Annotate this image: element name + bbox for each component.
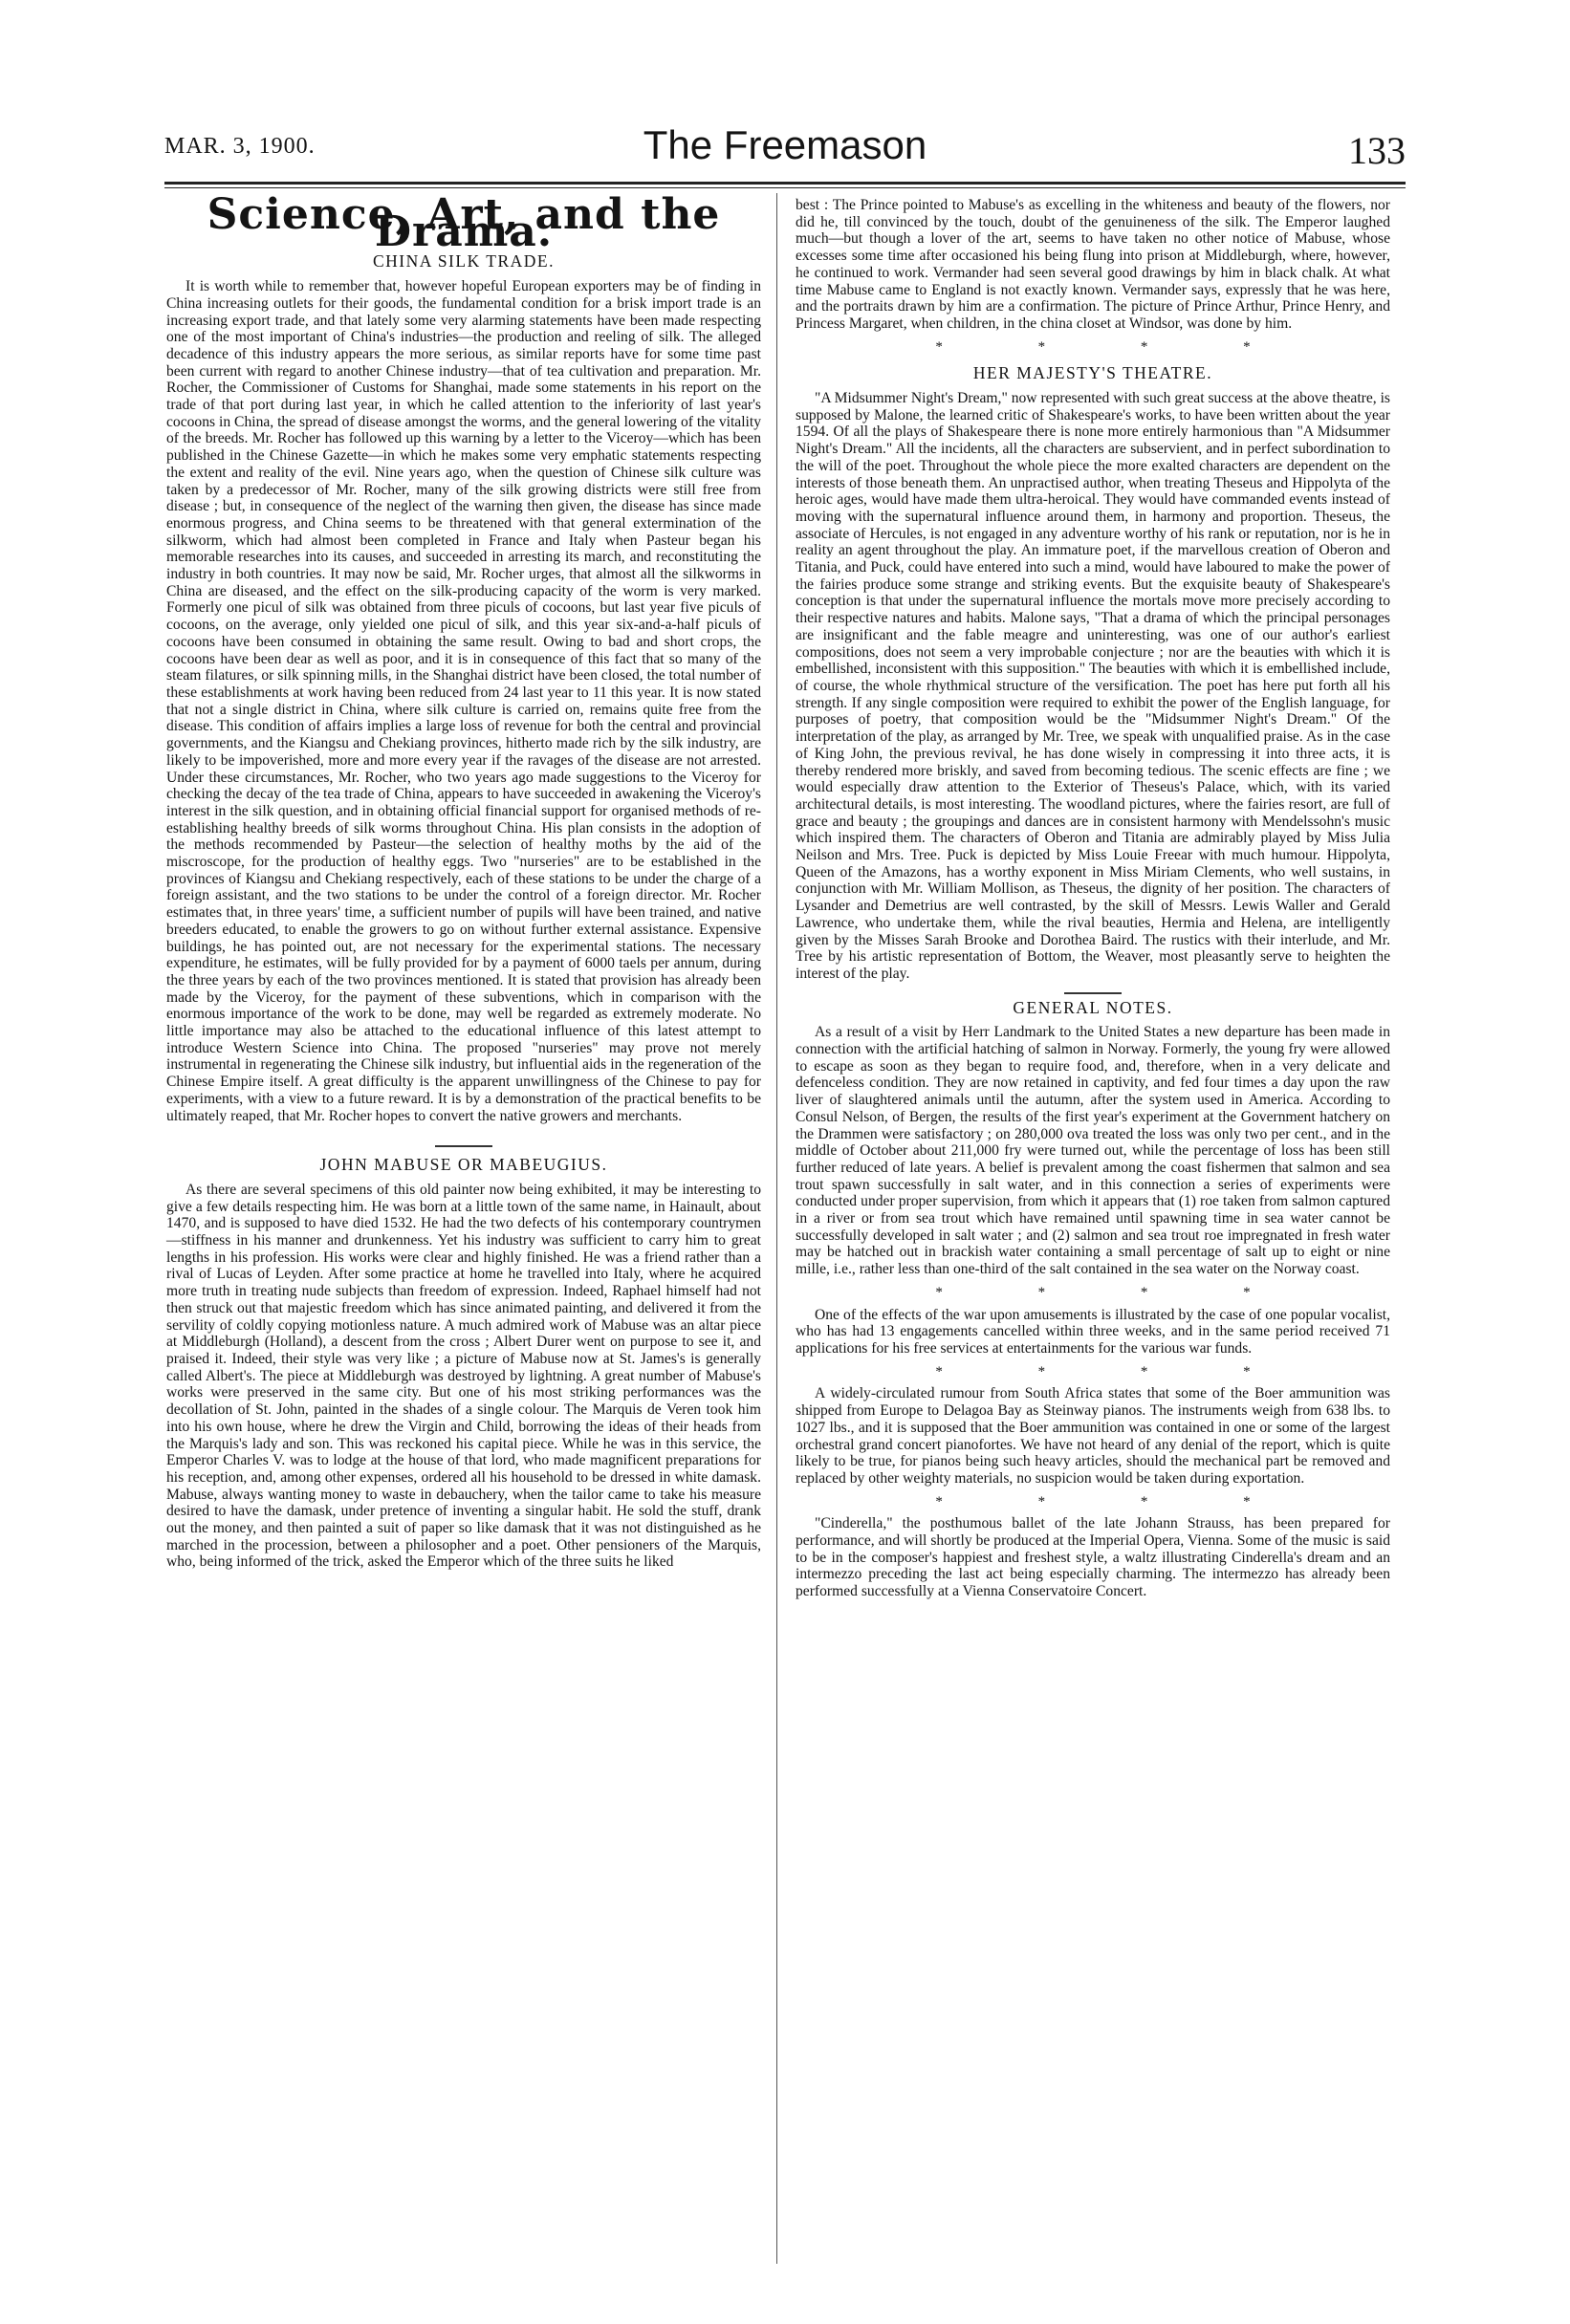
asterism: * * * * bbox=[935, 1493, 1297, 1510]
article-paragraph: As there are several specimens of this old painter now being exhibited, it may be interesting to give a few details respecting him. He was born at a little town of the same name, in Hainault, about 1470, and is supposed to have died 1532. He had the two defects of his contemporary countrymen—stiffness in his manner and drunkenness. Yet his industry was sufficient to carry him to great lengths in his profession. His works were clear and highly finished. He was a friend rather than a rival of Lucas of Leyden. After some practice at home he travelled into Italy, where he acquired more truth in treating nude subjects than freedom of expression. Indeed, Raphael himself had not then struck out that majestic freedom which has since animated painting, and delivered it from the servility of coldly copying motionless nature. A much admired work of Mabuse was an altar piece at Middleburgh (Holland), a descent from the cross ; Albert Durer went on purpose to see it, and praised it. Indeed, their style was very like ; a picture of Mabuse now at St. James's is generally called Albert's. The piece at Middleburgh was destroyed by lightning. A great number of Mabuse's works were preserved in the same city. But one of his most striking performances was the decollation of St. John, painted in the shades of a single colour. The Marquis de Veren took him into his own house, where he drew the Virgin and Child, borrowing the ideas of their heads from the Marquis's lady and son. This was reckoned his capital piece. While he was in this service, the Emperor Charles V. was to lodge at the house of that lord, who made magnificent preparations for his reception, and, among other expenses, ordered all his household to be dressed in white damask. Mabuse, always wanting money to waste in debauchery, when the tailor came to take his measure desired to have the damask, under pretence of inventing a singular habit. He sold the stuff, drank out the money, and then painted a suit of paper so like damask that it was not distinguished as he marched in the procession, between a philosopher and a poet. Other pensioners of the Marquis, who, being informed of the trick, asked the Emperor which of the three suits he liked bbox=[166, 1181, 761, 1571]
issue-date: MAR. 3, 1900. bbox=[164, 134, 316, 159]
header-rule bbox=[164, 182, 1406, 185]
article-divider bbox=[1064, 992, 1122, 994]
page-number: 133 bbox=[1348, 129, 1406, 172]
article-paragraph: "Cinderella," the posthumous ballet of the late Johann Strauss, has been prepared for performance, and will shortly be produced at the Imperial Opera, Vienna. Some of the music is said to be in the composer's happiest and freshest style, a waltz illustrating Cinderella's dream and an intermezzo preceding the last act being especially charming. The intermezzo has already been performed successfully at a Vienna Conservatoire Concert. bbox=[796, 1515, 1390, 1600]
article-paragraph: A widely-circulated rumour from South Africa states that some of the Boer ammunition was shipped from Europe to Delagoa Bay as Steinway pianos. The instruments weigh from 638 lbs. to 1027 lbs., and it is supposed that the Boer ammunition was contained in one or some of the largest orchestral grand concert pianofortes. We have not heard of any denial of the report, which is quite likely to be true, for pianos being such heavy articles, should the mechanical part be removed and replaced by other weighty materials, no suspicion would be taken during exportation. bbox=[796, 1385, 1390, 1487]
article-paragraph: As a result of a visit by Herr Landmark to the United States a new departure has been made in connection with the artificial hatching of salmon in Norway. Formerly, the young fry were allowed to escape as soon as they began to require food, and, therefore, when in a very delicate and defenceless condition. They are now retained in captivity, and fed four times a day upon the raw liver of slaughtered animals until the autumn, after the system used in America. According to Consul Nelson, of Bergen, the results of the first year's experiment at the Government hatchery on the Drammen were satisfactory ; on 280,000 ova treated the loss was only two per cent., and in the middle of October about 211,000 fry were turned out, while the percentage of loss has been still further reduced of late years. A belief is prevalent among the coast fishermen that salmon and sea trout spawn successfully in salt water, and in this connection a series of experiments were conducted under proper supervision, from which it appears that (1) roe taken from salmon captured in a river or from sea trout which have remained until spawning time in sea water cannot be successfully developed in salt water ; and (2) salmon and sea trout roe impregnated in fresh water may be hatched out in brackish water containing a small percentage of salt up to eight or nine mille, i.e., rather less than one-third of the salt contained in the sea water on the Norway coast. bbox=[796, 1024, 1390, 1278]
masthead bbox=[164, 122, 1406, 174]
asterism: * * * * bbox=[935, 1284, 1297, 1300]
asterism: * * * * bbox=[935, 338, 1297, 355]
right-column bbox=[796, 197, 1390, 1600]
publication-title: The Freemason bbox=[643, 122, 927, 167]
column-divider bbox=[776, 193, 777, 2264]
article-paragraph: One of the effects of the war upon amusements is illustrated by the case of one popular vocalist, who has had 13 engagements cancelled within three weeks, and in the same period received 71 applications for his free services at entertainments for the various war funds. bbox=[796, 1306, 1390, 1357]
article-heading-china-silk: CHINA SILK TRADE. bbox=[373, 251, 555, 271]
article-heading-general-notes: GENERAL NOTES. bbox=[1013, 997, 1173, 1017]
article-paragraph: It is worth while to remember that, however hopeful European exporters may be of finding in China increasing outlets for their goods, the fundamental condition for a brisk import trade is an increasing export trade, and that lately some very alarming statements have been made respecting one of the most important of China's industries—the production and reeling of silk. The alleged decadence of this industry appears the more serious, as similar reports have for some time past been current with regard to another Chinese industry—that of tea cultivation and preparation. Mr. Rocher, the Commissioner of Customs for Shanghai, made some statements in his report on the trade of that port during last year, in which he called attention to the inferiority of last year's cocoons in China, the spread of disease amongst the worms, and the general lowering of the vitality of the breeds. Mr. Rocher has followed up this warning by a letter to the Viceroy—which has been published in the Chinese Gazette—in which he makes some very emphatic statements respecting the extent and reality of the evil. Nine years ago, when the question of Chinese silk culture was taken by a predecessor of Mr. Rocher, many of the silk growing districts were still free from disease ; but, in consequence of the neglect of the warning then given, the disease has since made enormous progress, and China seems to be threatened with that general extermination of the silkworm, which had almost been completed in France and Italy when Pasteur began his memorable researches into its causes, and succeeded in arresting its march, and reconstituting the industry in both countries. It may now be said, Mr. Rocher urges, that almost all the silkworms in China are diseased, and the effect on the silk-producing capacity of the worm is very marked. Formerly one picul of silk was obtained from three piculs of cocoons, but last year five piculs of cocoons, on the average, only yielded one picul of silk, and this year six-and-a-half piculs of cocoons have been consumed in obtaining the same result. Owing to bad and short crops, the cocoons have been dear as well as poor, and it is in consequence of this fact that so many of the steam filatures, or silk spinning mills, in the Shanghai district have been closed, the total number of these establishments at work having been reduced from 24 last year to 11 this year. It is now stated that not a single district in China, where silk culture is carried on, remains quite free from the disease. This condition of affairs implies a large loss of revenue for both the central and provincial governments, and the Kiangsu and Chekiang provinces, hitherto made rich by the silk industry, are likely to be impoverished, more and more every year if the ravages of the disease are not arrested. Under these circumstances, Mr. Rocher, who two years ago made suggestions to the Viceroy for checking the decay of the tea trade of China, appears to have succeeded in awakening the Viceroy's interest in the silk question, and in obtaining official financial support for organised methods of re-establishing healthy breeds of silk worms throughout China. His plan consists in the adoption of the methods recommended by Pasteur—the selection of healthy moths by the aid of the miscroscope, for the production of healthy eggs. Two "nurseries" are to be established in the provinces of Kiangsu and Chekiang respectively, each of these stations to be under the charge of a foreign assistant, and the two stations to be under the control of a foreign director. Mr. Rocher estimates that, in three years' time, a sufficient number of pupils will have been trained, and native breeders educated, to enable the growers to go on without further external assistance. Expensive buildings, he has pointed out, are not necessary for the experimental stations. The necessary expenditure, he estimates, will be fully provided for by a payment of 6000 taels per annum, during the three years by each of the two provinces mentioned. It is stated that provision has already been made by the Viceroy, for the payment of these subventions, which in comparison with the enormous importance of the work to be done, may well be regarded as extremely moderate. No little importance may also be attached to the educational influence of this latest attempt to introduce Western Science into China. The proposed "nurseries" may prove not merely instrumental in regenerating the Chinese silk industry, but influential aids in the regeneration of the Chinese Empire itself. A great difficulty is the apparent unwillingness of the Chinese to pay for experiments, with a view to a future reward. It is by a demonstration of the practical benefits to be ultimately reaped, that Mr. Rocher hopes to convert the native growers and merchants. bbox=[166, 278, 761, 1124]
article-heading-theatre: HER MAJESTY'S THEATRE. bbox=[972, 363, 1213, 383]
left-column bbox=[166, 190, 761, 1571]
article-paragraph: "A Midsummer Night's Dream," now represented with such great success at the above theatre, is supposed by Malone, the learned critic of Shakespeare's works, to have been written about the year 1594. Of all the plays of Shakespeare there is none more entirely harmonious than "A Midsummer Night's Dream." All the incidents, all the characters are subservient, and in perfect subordination to the will of the poet. Throughout the whole piece the more exalted characters are dependent on the interests of those beneath them. An unpractised author, when treating Theseus and Hippolyta of the heroic ages, would have made them ultra-heroical. They would have commanded events instead of moving with the supernatural influence around them, in harmony and proportion. Theseus, the associate of Hercules, is not engaged in any adventure worthy of his rank or reputation, nor is he in reality an agent throughout the play. An immature poet, if the marvellous creation of Oberon and Titania, and Puck, could have entered into such a mind, would have laboured to make the power of the fairies produce some strange and striking events. But the exquisite beauty of Shakespeare's conception is that under the supernatural influence the mortals move more precisely according to their respective natures and habits. Malone says, "That a drama of which the principal personages are insignificant and the fable meagre and uninteresting, was one of our author's earliest compositions, does not seem a very improbable conjecture ; nor are the beauties with which it is embellished, inconsistent with this supposition." The beauties with which it is embellished include, of course, the whole rhythmical structure of the versification. The poet has here put forth all his strength. If any single composition were required to exhibit the power of the English language, for purposes of poetry, that composition would be the "Midsummer Night's Dream." Of the interpretation of the play, as arranged by Mr. Tree, we speak with unqualified praise. As in the case of King John, the previous revival, he has done wisely in compressing it into three acts, it is thereby rendered more briskly, and saved from becoming tedious. The scenic effects are fine ; we would especially draw attention to the Exterior of Theseus's Palace, which, with its varied architectural details, is most interesting. The woodland pictures, where the fairies resort, are full of grace and beauty ; the groupings and dances are in consistent harmony with Mendelssohn's music which inspired them. The characters of Oberon and Titania are admirably played by Miss Julia Neilson and Mrs. Tree. Puck is depicted by Miss Louie Freear with much humour. Hippolyta, Queen of the Amazons, has a worthy exponent in Miss Miriam Clements, who well sustains, in conjunction with Mr. William Mollison, as Theseus, the dignity of her position. The characters of Lysander and Demetrius are well contrasted, by the skill of Messrs. Lewis Waller and Gerald Lawrence, who undertake them, while the rival beauties, Hermia and Helena, are intelligently given by the Misses Sarah Brooke and Dorothea Baird. The rustics with their interlude, and Mr. Tree by his artistic representation of Bottom, the Weaver, most pleasantly serve to heighten the interest of the play. bbox=[796, 390, 1390, 982]
article-paragraph: best : The Prince pointed to Mabuse's as excelling in the whiteness and beauty of the flowers, nor did he, till convinced by the touch, doubt of the genuineness of the silk. The Emperor laughed much—but though a lover of the art, seems to have taken no other notice of Mabuse, whose excesses some time after occasioned his being flung into prison at Middleburgh, where, however, he continued to work. Vermander had seen several good drawings by him in black chalk. At what time Mabuse came to England is not exactly known. Vermander says, expressly that he was here, and the portraits drawn by him are a confirmation. The picture of Prince Arthur, Prince Henry, and Princess Margaret, when children, in the china closet at Windsor, was done by him. bbox=[796, 197, 1390, 332]
header-rule-thin bbox=[164, 187, 1406, 188]
asterism: * * * * bbox=[935, 1363, 1297, 1379]
section-title: Science, Art, and the Drama. bbox=[207, 190, 721, 256]
article-heading-mabuse: JOHN MABUSE OR MABEUGIUS. bbox=[319, 1155, 608, 1175]
article-divider bbox=[435, 1145, 492, 1147]
